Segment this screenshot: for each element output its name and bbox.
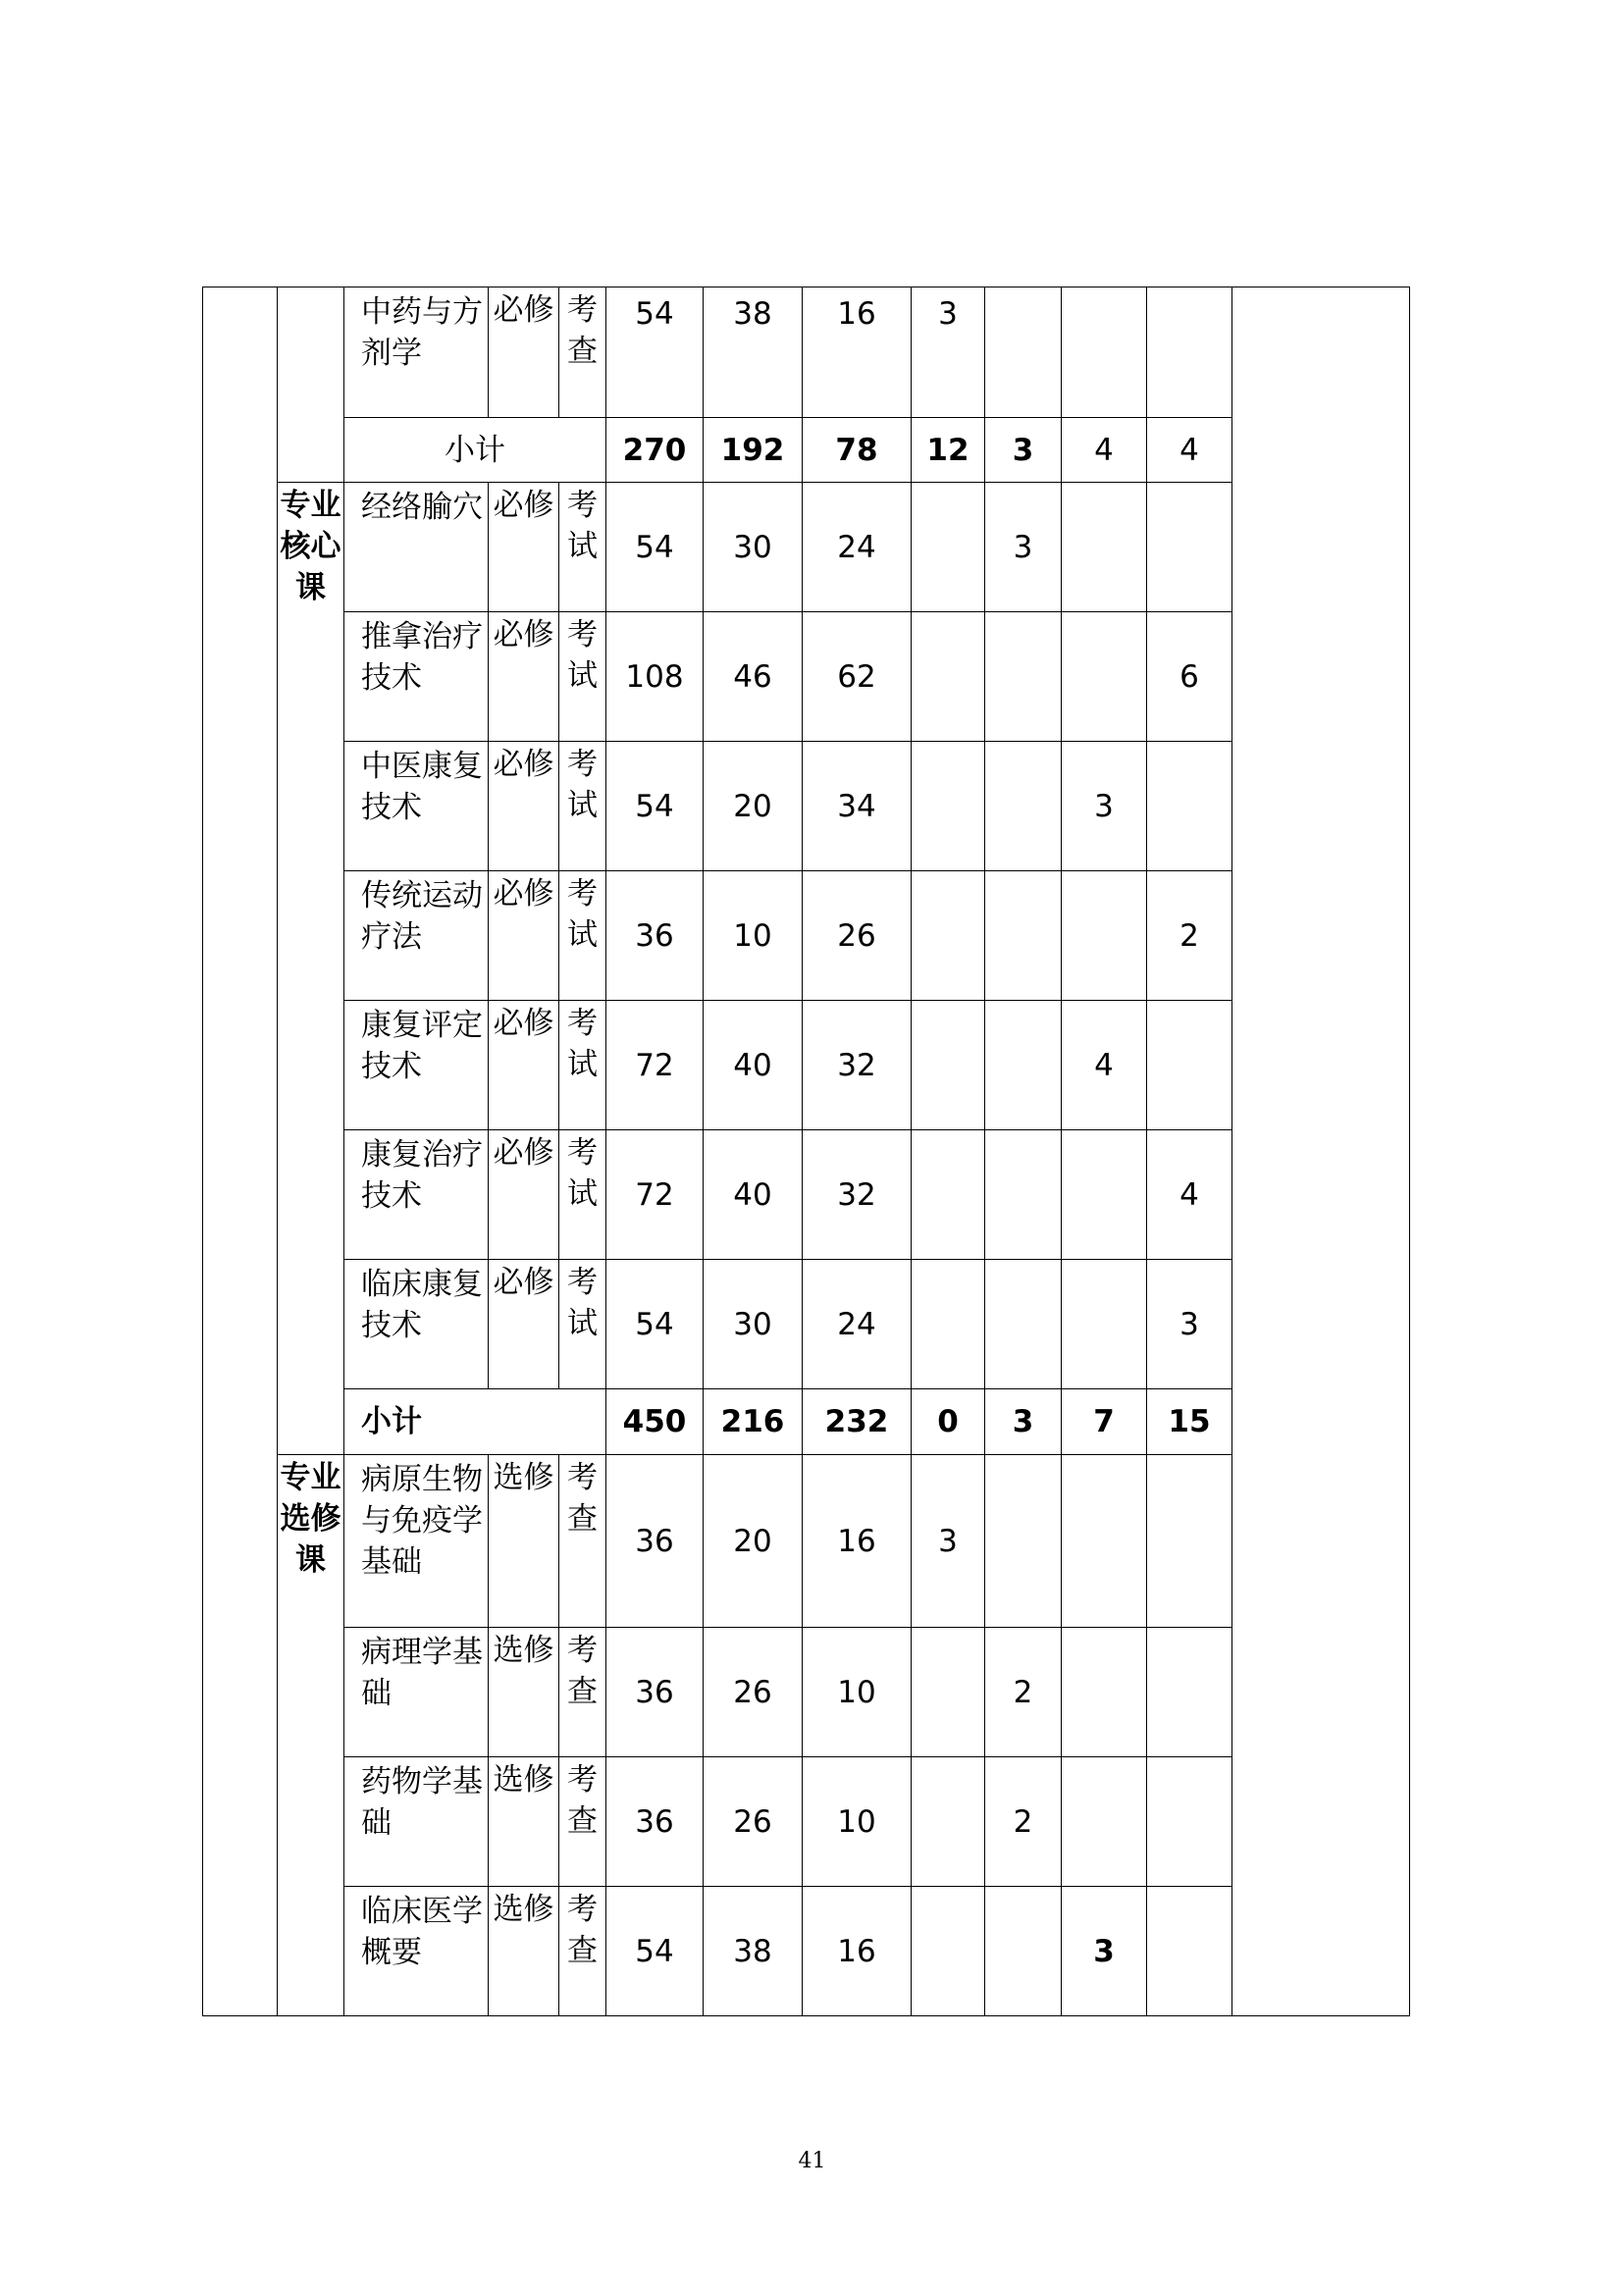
course-name: 经络腧穴 xyxy=(344,483,489,612)
semester-1-hours: 0 xyxy=(912,1389,985,1455)
total-hours: 54 xyxy=(606,1260,704,1389)
semester-4-hours xyxy=(1147,1455,1232,1628)
assessment-type: 考试 xyxy=(559,871,606,1001)
practice-hours: 78 xyxy=(803,418,912,483)
course-name: 病原生物与免疫学基础 xyxy=(344,1455,489,1628)
table-row xyxy=(203,742,1410,871)
theory-hours: 38 xyxy=(704,287,803,418)
semester-2-hours: 2 xyxy=(985,1757,1062,1887)
table-row xyxy=(203,1130,1410,1260)
assessment-type: 考试 xyxy=(559,1260,606,1389)
table-row xyxy=(203,612,1410,742)
theory-hours: 26 xyxy=(704,1628,803,1757)
course-name: 病理学基础 xyxy=(344,1628,489,1757)
semester-3-hours: 4 xyxy=(1062,418,1147,483)
practice-hours: 24 xyxy=(803,483,912,612)
semester-2-hours xyxy=(985,1455,1062,1628)
semester-1-hours xyxy=(912,1130,985,1260)
semester-1-hours xyxy=(912,1757,985,1887)
semester-4-hours: 15 xyxy=(1147,1389,1232,1455)
assessment-type: 考查 xyxy=(559,1628,606,1757)
theory-hours: 30 xyxy=(704,483,803,612)
table-row xyxy=(203,1455,1410,1628)
semester-4-hours xyxy=(1147,1628,1232,1757)
semester-2-hours: 2 xyxy=(985,1628,1062,1757)
semester-4-hours xyxy=(1147,483,1232,612)
table-row xyxy=(203,287,1410,418)
course-name: 临床医学概要 xyxy=(344,1887,489,2016)
theory-hours: 26 xyxy=(704,1757,803,1887)
curriculum-table xyxy=(202,287,1410,2016)
semester-4-hours xyxy=(1147,1757,1232,1887)
semester-1-hours xyxy=(912,742,985,871)
total-hours: 54 xyxy=(606,742,704,871)
subtotal-label: 小计 xyxy=(344,418,606,483)
assessment-type: 考查 xyxy=(559,1887,606,2016)
practice-hours: 24 xyxy=(803,1260,912,1389)
theory-hours: 46 xyxy=(704,612,803,742)
table-row xyxy=(203,1260,1410,1389)
requirement-type: 必修 xyxy=(489,1001,559,1130)
theory-hours: 20 xyxy=(704,742,803,871)
theory-hours: 10 xyxy=(704,871,803,1001)
theory-hours: 192 xyxy=(704,418,803,483)
semester-4-hours xyxy=(1147,1887,1232,2016)
course-name: 传统运动疗法 xyxy=(344,871,489,1001)
semester-3-hours: 3 xyxy=(1062,742,1147,871)
assessment-type: 考试 xyxy=(559,612,606,742)
practice-hours: 16 xyxy=(803,287,912,418)
course-name: 康复评定技术 xyxy=(344,1001,489,1130)
subtotal-row xyxy=(203,418,1410,483)
table-row xyxy=(203,1628,1410,1757)
semester-2-hours xyxy=(985,871,1062,1001)
theory-hours: 216 xyxy=(704,1389,803,1455)
course-name: 中医康复技术 xyxy=(344,742,489,871)
assessment-type: 考查 xyxy=(559,287,606,418)
table-row xyxy=(203,483,1410,612)
theory-hours: 38 xyxy=(704,1887,803,2016)
practice-hours: 32 xyxy=(803,1001,912,1130)
semester-3-hours xyxy=(1062,1260,1147,1389)
table-row xyxy=(203,1757,1410,1887)
semester-2-hours xyxy=(985,1260,1062,1389)
semester-4-hours xyxy=(1147,742,1232,871)
subtotal-row xyxy=(203,1389,1410,1455)
semester-3-hours xyxy=(1062,612,1147,742)
semester-3-hours xyxy=(1062,1628,1147,1757)
semester-2-hours xyxy=(985,612,1062,742)
total-hours: 54 xyxy=(606,287,704,418)
page-number: 41 xyxy=(798,2149,826,2173)
requirement-type: 必修 xyxy=(489,612,559,742)
total-hours: 450 xyxy=(606,1389,704,1455)
requirement-type: 必修 xyxy=(489,742,559,871)
semester-1-hours xyxy=(912,612,985,742)
assessment-type: 考试 xyxy=(559,742,606,871)
theory-hours: 40 xyxy=(704,1001,803,1130)
semester-3-hours xyxy=(1062,1455,1147,1628)
course-name: 药物学基础 xyxy=(344,1757,489,1887)
semester-1-hours: 3 xyxy=(912,1455,985,1628)
semester-1-hours xyxy=(912,1001,985,1130)
total-hours: 72 xyxy=(606,1001,704,1130)
requirement-type: 选修 xyxy=(489,1455,559,1628)
practice-hours: 16 xyxy=(803,1455,912,1628)
assessment-type: 考试 xyxy=(559,1001,606,1130)
semester-1-hours xyxy=(912,1628,985,1757)
semester-1-hours xyxy=(912,871,985,1001)
requirement-type: 必修 xyxy=(489,1260,559,1389)
total-hours: 54 xyxy=(606,483,704,612)
semester-4-hours: 4 xyxy=(1147,418,1232,483)
semester-4-hours: 6 xyxy=(1147,612,1232,742)
theory-hours: 30 xyxy=(704,1260,803,1389)
semester-3-hours xyxy=(1062,871,1147,1001)
total-hours: 270 xyxy=(606,418,704,483)
semester-2-hours xyxy=(985,1001,1062,1130)
semester-1-hours xyxy=(912,483,985,612)
course-name: 临床康复技术 xyxy=(344,1260,489,1389)
group-cell xyxy=(278,287,344,483)
requirement-type: 必修 xyxy=(489,483,559,612)
total-hours: 54 xyxy=(606,1887,704,2016)
semester-3-hours xyxy=(1062,1757,1147,1887)
semester-2-hours xyxy=(985,1887,1062,2016)
total-hours: 36 xyxy=(606,871,704,1001)
semester-4-hours: 4 xyxy=(1147,1130,1232,1260)
practice-hours: 26 xyxy=(803,871,912,1001)
semester-1-hours: 3 xyxy=(912,287,985,418)
practice-hours: 34 xyxy=(803,742,912,871)
total-hours: 36 xyxy=(606,1757,704,1887)
semester-1-hours xyxy=(912,1887,985,2016)
table-row xyxy=(203,871,1410,1001)
semester-2-hours: 3 xyxy=(985,418,1062,483)
course-name: 推拿治疗技术 xyxy=(344,612,489,742)
assessment-type: 考查 xyxy=(559,1757,606,1887)
semester-3-hours xyxy=(1062,287,1147,418)
total-hours: 72 xyxy=(606,1130,704,1260)
group-label: 专业核心课 xyxy=(278,483,344,1455)
semester-1-hours: 12 xyxy=(912,418,985,483)
group-label: 专业选修课 xyxy=(278,1455,344,2016)
semester-3-hours xyxy=(1062,483,1147,612)
assessment-type: 考试 xyxy=(559,483,606,612)
requirement-type: 必修 xyxy=(489,287,559,418)
requirement-type: 选修 xyxy=(489,1628,559,1757)
total-hours: 36 xyxy=(606,1455,704,1628)
practice-hours: 232 xyxy=(803,1389,912,1455)
practice-hours: 32 xyxy=(803,1130,912,1260)
practice-hours: 16 xyxy=(803,1887,912,2016)
requirement-type: 必修 xyxy=(489,1130,559,1260)
total-hours: 36 xyxy=(606,1628,704,1757)
semester-4-hours: 3 xyxy=(1147,1260,1232,1389)
practice-hours: 62 xyxy=(803,612,912,742)
semester-1-hours xyxy=(912,1260,985,1389)
practice-hours: 10 xyxy=(803,1628,912,1757)
assessment-type: 考查 xyxy=(559,1455,606,1628)
requirement-type: 必修 xyxy=(489,871,559,1001)
semester-4-hours: 2 xyxy=(1147,871,1232,1001)
semester-3-hours: 4 xyxy=(1062,1001,1147,1130)
requirement-type: 选修 xyxy=(489,1887,559,2016)
semester-4-hours xyxy=(1147,1001,1232,1130)
semester-3-hours xyxy=(1062,1130,1147,1260)
total-hours: 108 xyxy=(606,612,704,742)
assessment-type: 考试 xyxy=(559,1130,606,1260)
table-row xyxy=(203,1001,1410,1130)
semester-2-hours xyxy=(985,287,1062,418)
course-name: 康复治疗技术 xyxy=(344,1130,489,1260)
requirement-type: 选修 xyxy=(489,1757,559,1887)
semester-2-hours xyxy=(985,1130,1062,1260)
theory-hours: 40 xyxy=(704,1130,803,1260)
semester-2-hours: 3 xyxy=(985,1389,1062,1455)
semester-2-hours: 3 xyxy=(985,483,1062,612)
theory-hours: 20 xyxy=(704,1455,803,1628)
semester-4-hours xyxy=(1147,287,1232,418)
semester-3-hours: 7 xyxy=(1062,1389,1147,1455)
semester-3-hours: 3 xyxy=(1062,1887,1147,2016)
remarks-cell xyxy=(1232,287,1410,2016)
category-cell xyxy=(203,287,278,2016)
subtotal-label: 小计 xyxy=(344,1389,606,1455)
table-row xyxy=(203,1887,1410,2016)
practice-hours: 10 xyxy=(803,1757,912,1887)
semester-2-hours xyxy=(985,742,1062,871)
course-name: 中药与方剂学 xyxy=(344,287,489,418)
